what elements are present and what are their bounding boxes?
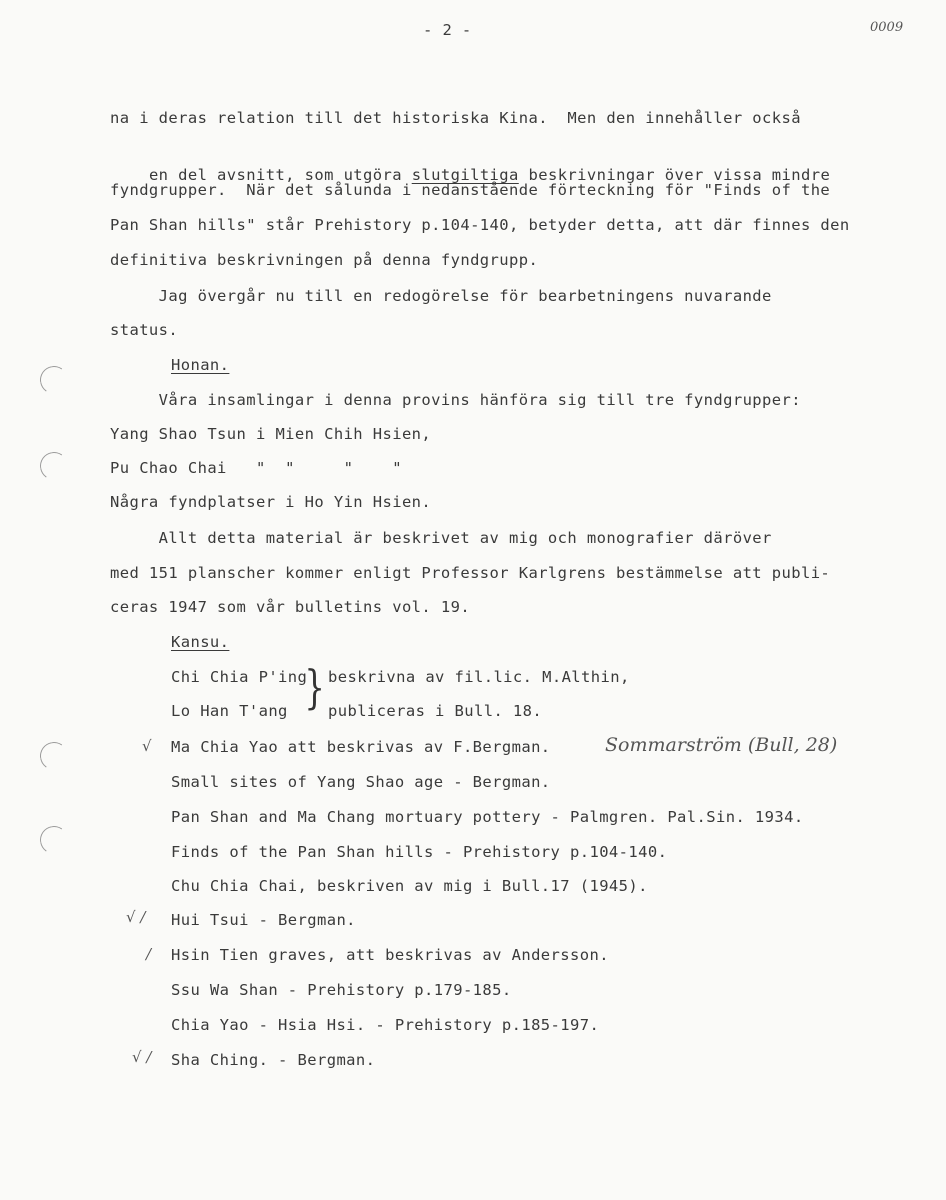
intro-line-5: definitiva beskrivningen på denna fyndgrupp.: [110, 251, 539, 269]
page-number: - 2 -: [423, 21, 472, 39]
honan-line-6: med 151 planscher kommer enligt Professor Karlgrens bestämmelse att publi-: [110, 564, 831, 582]
honan-line-5: Allt detta material är beskrivet av mig och monografier däröver: [110, 529, 772, 547]
margin-mark-1: √: [142, 737, 152, 755]
kansu-item-8: Ssu Wa Shan - Prehistory p.179-185.: [171, 981, 512, 999]
honan-line-3: Pu Chao Chai " " " ": [110, 459, 402, 477]
intro-line-1: na i deras relation till det historiska Kina. Men den innehåller också: [110, 109, 801, 127]
punch-hole-2: [38, 450, 70, 482]
honan-heading: Honan.: [171, 356, 230, 374]
intro-line-2-start: en del avsnitt, som utgöra: [148, 166, 412, 184]
kansu-item-4: Finds of the Pan Shan hills - Prehistory p.104-140.: [171, 843, 668, 861]
intro-line-7: status.: [110, 321, 179, 339]
margin-mark-3: /: [146, 945, 152, 963]
kansu-item-1: Ma Chia Yao att beskrivas av F.Bergman.: [171, 738, 551, 756]
punch-hole-1: [38, 364, 70, 396]
intro-line-3: fyndgrupper. När det sålunda i nedanstående förteckning för "Finds of the: [110, 181, 831, 199]
kansu-item-2: Small sites of Yang Shao age - Bergman.: [171, 773, 551, 791]
punch-hole-4: [38, 824, 70, 856]
honan-line-1: Våra insamlingar i denna provins hänföra sig till tre fyndgrupper:: [110, 391, 801, 409]
kansu-item-6: Hui Tsui - Bergman.: [171, 911, 356, 929]
kansu-item-7: Hsin Tien graves, att beskrivas av Andersson.: [171, 946, 609, 964]
kansu-item-10: Sha Ching. - Bergman.: [171, 1051, 376, 1069]
kansu-publiceras: publiceras i Bull. 18.: [328, 702, 543, 720]
kansu-item-9: Chia Yao - Hsia Hsi. - Prehistory p.185-197.: [171, 1016, 600, 1034]
intro-line-6: Jag övergår nu till en redogörelse för bearbetningens nuvarande: [110, 287, 772, 305]
archive-number: 0009: [870, 20, 904, 35]
underlined-word: slutgiltiga: [411, 166, 519, 184]
margin-mark-4: √ /: [132, 1048, 152, 1066]
honan-line-7: ceras 1947 som vår bulletins vol. 19.: [110, 598, 471, 616]
honan-line-4: Några fyndplatser i Ho Yin Hsien.: [110, 493, 432, 511]
punch-hole-3: [38, 740, 70, 772]
kansu-item-3: Pan Shan and Ma Chang mortuary pottery - Palmgren. Pal.Sin. 1934.: [171, 808, 804, 826]
margin-mark-2: √ /: [126, 908, 146, 926]
honan-line-2: Yang Shao Tsun i Mien Chih Hsien,: [110, 425, 432, 443]
kansu-beskrivna: beskrivna av fil.lic. M.Althin,: [328, 668, 630, 686]
intro-line-4: Pan Shan hills" står Prehistory p.104-140, betyder detta, att där finnes den: [110, 216, 850, 234]
kansu-heading: Kansu.: [171, 633, 230, 651]
kansu-lo-han: Lo Han T'ang: [171, 702, 288, 720]
intro-line-2-end: beskrivningar över vissa mindre: [518, 166, 831, 184]
bracket: }: [304, 660, 325, 714]
kansu-item-5: Chu Chia Chai, beskriven av mig i Bull.17 (1945).: [171, 877, 648, 895]
kansu-chi-chia: Chi Chia P'ing: [171, 668, 308, 686]
handwritten-note: Sommarström (Bull, 28): [605, 734, 838, 756]
